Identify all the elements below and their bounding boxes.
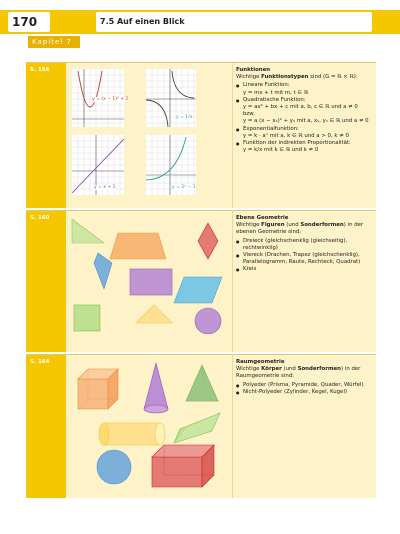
triangle-right-shape <box>72 219 104 243</box>
function-type-list <box>236 82 374 154</box>
prism-solid <box>174 413 220 443</box>
list-item: ● Viereck (Drachen, Trapez (gleichschenklig), Parallelogramm, Raute, Rechteck, Quadrat) <box>236 252 374 266</box>
triangle-isosceles-shape <box>136 305 172 323</box>
section-raumgeometrie <box>26 354 376 498</box>
section-ref-strip <box>26 355 66 498</box>
section-ebene-geometrie <box>26 210 376 352</box>
trapezoid-shape <box>110 233 166 259</box>
kite-shape <box>94 253 112 289</box>
list-item: ● Exponentialfunktion: y = k · aˣ mit a, k ∈ ℝ und a > 0, k ≠ 0 <box>236 126 374 140</box>
cube-solid <box>78 369 118 409</box>
parallelogram-shape <box>174 277 222 303</box>
section-text <box>236 215 374 274</box>
chapter-tab: Kapitel 7 <box>28 36 80 48</box>
cone-solid <box>144 363 168 413</box>
list-item: ● Kreis <box>236 266 374 273</box>
section-ref-strip <box>26 211 66 352</box>
graph-label-exponential: y = 2ˣ − 1 <box>172 185 196 190</box>
section-text <box>236 67 374 154</box>
section-intro: Wichtige Körper (und Sonderformen) in der Raumgeometrie sind: <box>236 366 361 380</box>
plane-figures-illustration <box>68 213 230 349</box>
page-number: 170 <box>8 12 50 32</box>
page-header <box>0 0 400 48</box>
section-title: Ebene Geometrie <box>236 215 289 221</box>
section-title: Raumgeometrie <box>236 359 285 365</box>
section-page-ref: S. 164 <box>30 359 50 365</box>
section-title: Funktionen <box>236 67 271 73</box>
section-page-ref: S. 160 <box>30 215 50 221</box>
section-funktionen <box>26 62 376 208</box>
cylinder-solid <box>99 423 165 445</box>
section-intro: Wichtige Figuren (und Sonderformen) in der ebenen Geometrie sind: <box>236 222 364 236</box>
list-item: ● Quadratische Funktion: y = ax² + bx + c mit a, b, c ∈ ℝ und a ≠ 0 bzw. y = a (x − xₛ)² + yₛ mit a, xₛ, yₛ ∈ ℝ und a ≠ 0 <box>236 97 374 126</box>
pyramid-solid <box>186 365 218 401</box>
cuboid-solid <box>152 445 214 487</box>
list-item: ● Polyeder (Prisma, Pyramide, Quader, Würfel) <box>236 382 374 389</box>
section-text <box>236 359 374 396</box>
list-item: ● Dreieck (gleichschenklig (gleichseitig), rechtwinklig) <box>236 238 374 252</box>
sphere-solid <box>97 450 131 484</box>
square-shape <box>74 305 100 331</box>
list-item: ● Lineare Funktion: y = mx + t mit m, t ∈ ℝ <box>236 82 374 96</box>
graph-label-parabola: y = (x − 1)² + 2 <box>92 97 129 102</box>
circle-shape <box>195 308 221 334</box>
solids-illustration <box>68 357 230 495</box>
solid-list <box>236 382 374 396</box>
graph-label-hyperbola: y = 1/x <box>176 115 193 120</box>
list-item: ● Funktion der indirekten Proportionalität: y = k/x mit k ∈ ℝ und k ≠ 0 <box>236 140 374 154</box>
section-ref-strip <box>26 63 66 208</box>
figure-list <box>236 238 374 274</box>
page-title: 7.5 Auf einen Blick <box>96 12 372 32</box>
section-page-ref: S. 156 <box>30 67 50 73</box>
list-item: ● Nicht-Polyeder (Zylinder, Kegel, Kugel) <box>236 389 374 396</box>
graph-label-linear: y = x + 1 <box>94 185 116 190</box>
rhombus-shape <box>198 223 218 259</box>
rectangle-shape <box>130 269 172 295</box>
section-intro: Wichtige Funktionstypen sind (G = ℝ × ℝ): <box>236 74 358 81</box>
